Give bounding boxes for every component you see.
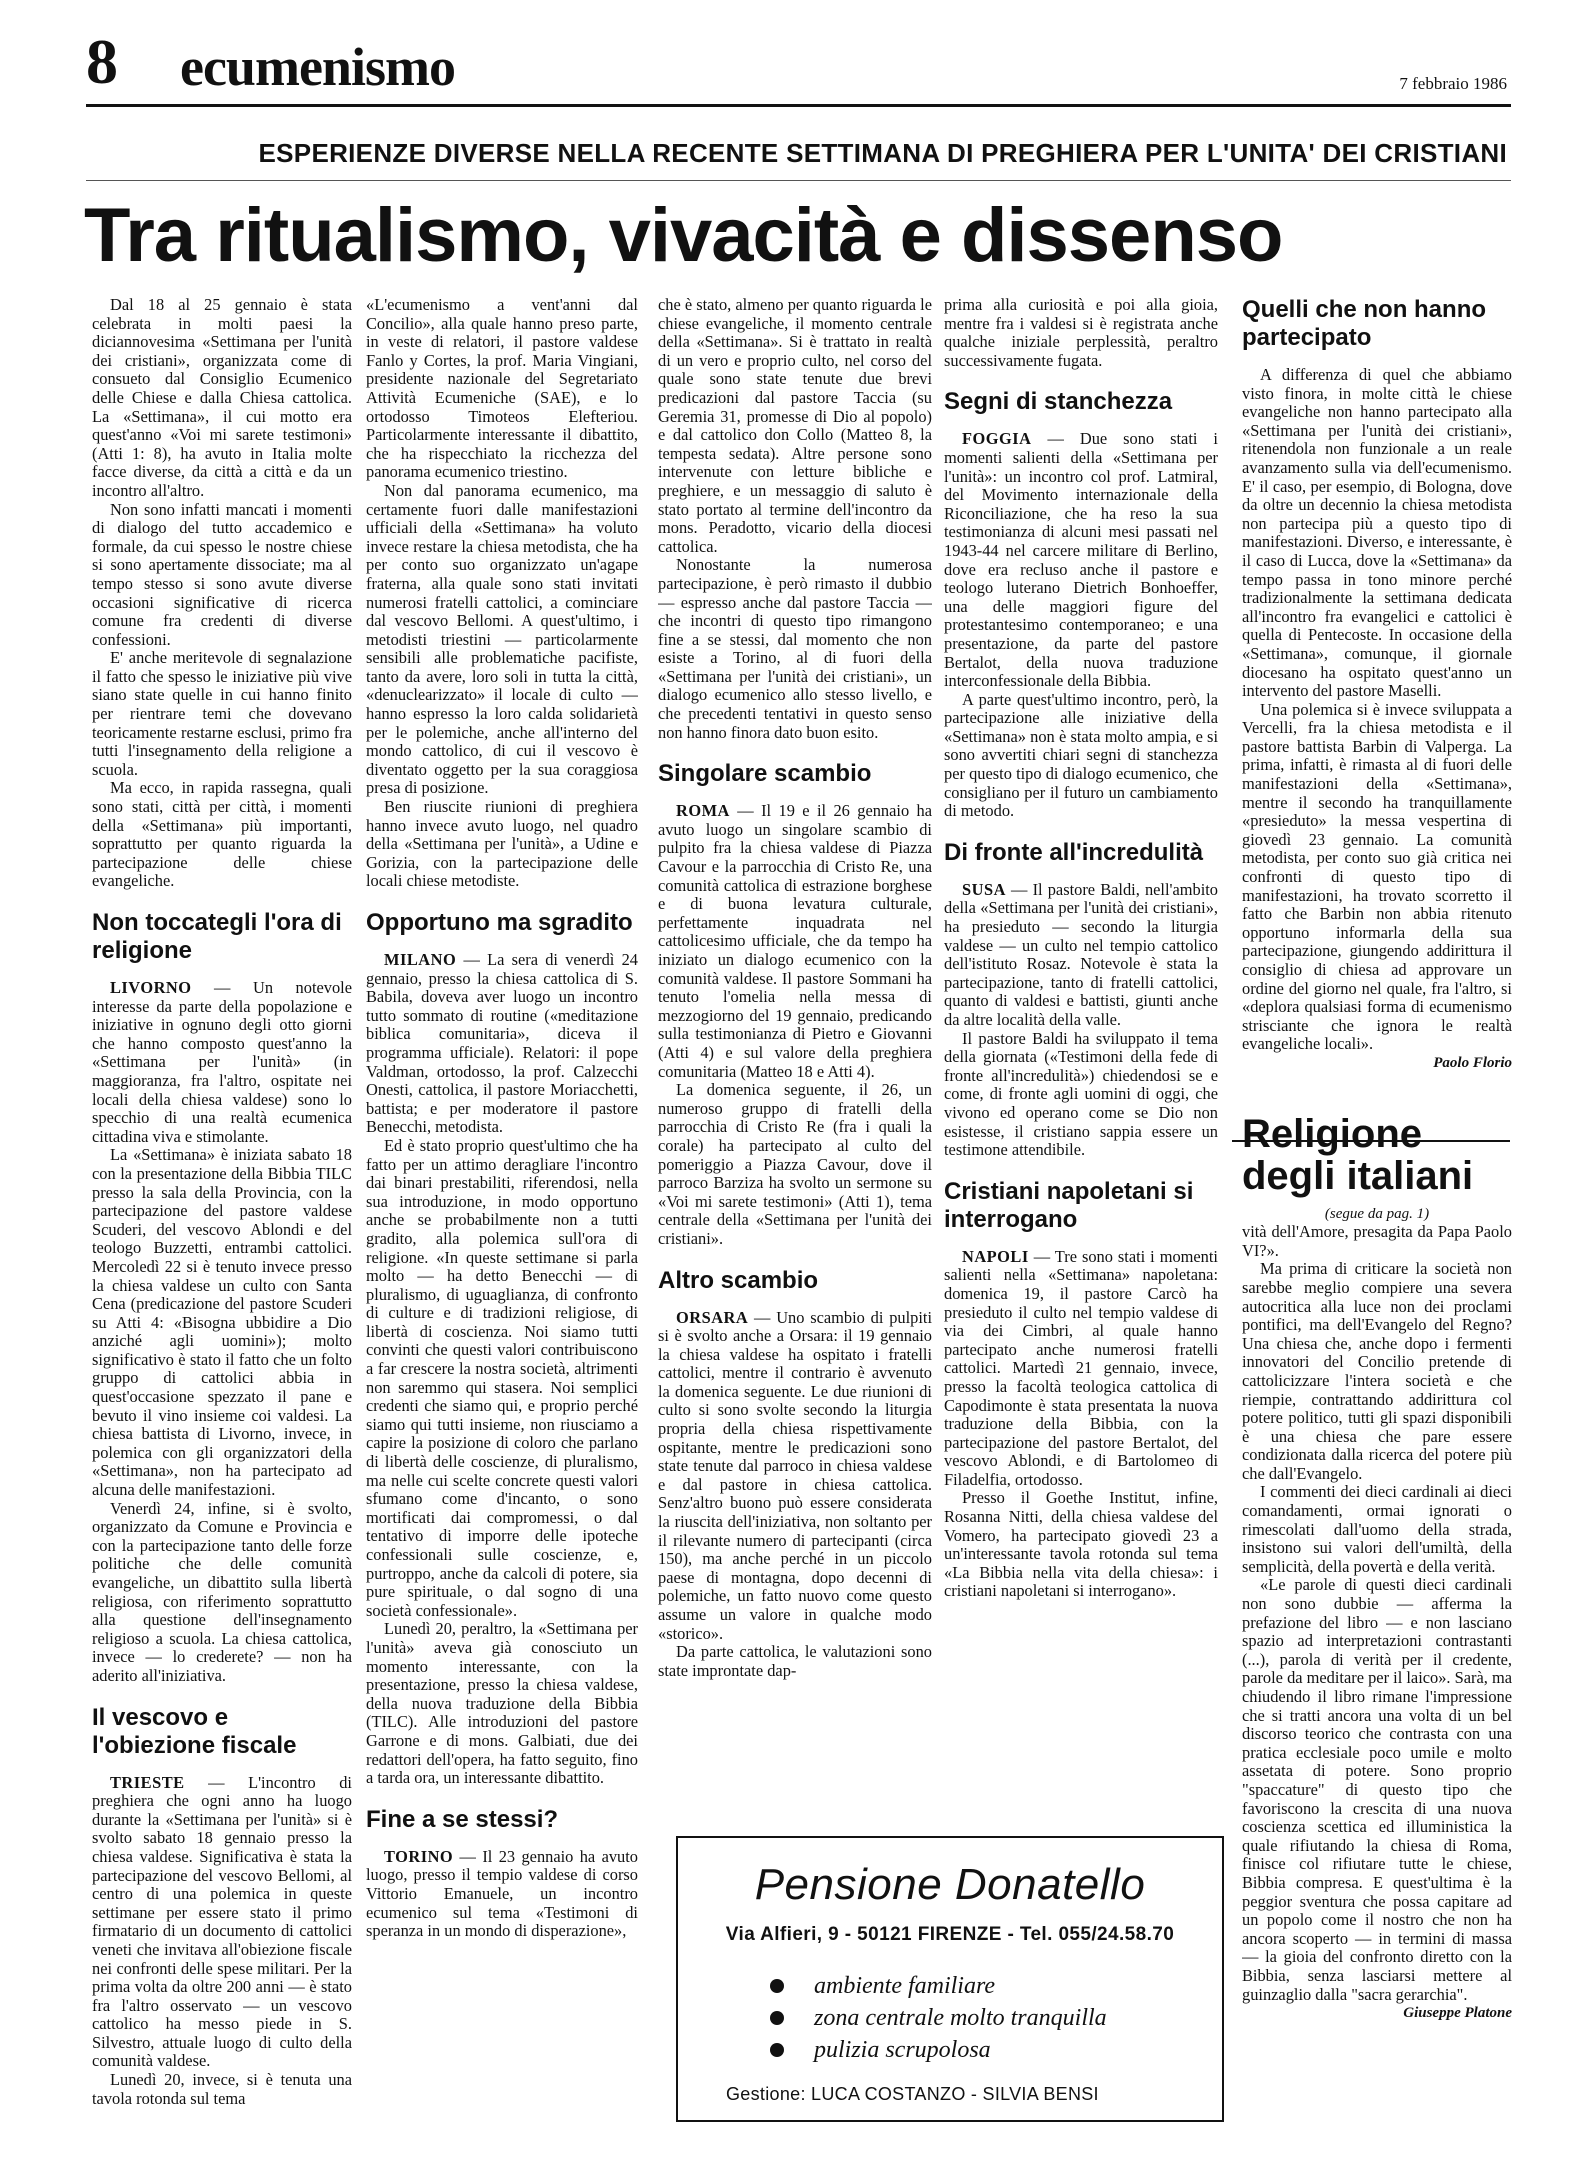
ad-feature: ambiente familiare bbox=[770, 1970, 1200, 2002]
bullet-icon bbox=[770, 2043, 784, 2057]
subheading: Quelli che non hanno partecipato bbox=[1242, 296, 1487, 351]
paragraph: ROMA — Il 19 e il 26 gennaio ha avuto luogo un singolare scambio di pulpito fra la chiesa valdese di Piazza Cavour e la parrocchia di Cristo Re, una comunità cattolica di estrazione borghese e di buona levatura culturale, perfettamente inquadrata nel cattolicesimo ufficiale, che da tempo ha iniziato un dialogo ecumenico con la comunità valdese. Il pastore Sommani ha tenuto l'omelia nella messa di mezzogiorno del 19 gennaio, predicando sulla testimonianza di Pietro e Giovanni (Atti 4) e sul valore della preghiera comunitaria (Matteo 18 e Atti 4). bbox=[658, 801, 932, 1081]
paragraph: Ma ecco, in rapida rassegna, quali sono stati, città per città, i momenti della «Settimana» più importanti, soprattutto per quanto riguarda la partecipazione delle chiese evangeliche. bbox=[92, 778, 352, 891]
paragraph: Ma prima di criticare la società non sarebbe meglio compiere una severa autocritica alla luce non dei proclami pontifici, ma dell'Evangelo del Regno? Una chiesa che, anche dopo i fermenti innovatori del Concilio pretende di cattolicizzare l'intera società e che riempie, contrattando addirittura col potere politico, tutti gli spazi disponibili è una chiesa che pare essere condizionata dalla ricerca del potere più che dall'Evangelo. bbox=[1242, 1259, 1512, 1483]
paragraph: che è stato, almeno per quanto riguarda le chiese evangeliche, il momento centrale della «Settimana». Si è trattato in realtà di un vero e proprio culto, nel corso del quale sono state tenute due brevi predicazioni dal pastore Taccia (su Geremia 31, promesse di Dio al popolo) e dal cattolico don Collo (Matteo 8, la tempesta sedata). Altre persone sono intervenute con letture bibliche e preghiere, e un messaggio di saluto è stato portato al termine dell'incontro da mons. Peradotto, vicario della diocesi cattolica. bbox=[658, 296, 932, 556]
paragraph: Lunedì 20, invece, si è tenuta una tavola rotonda sul tema bbox=[92, 2070, 352, 2108]
paragraph: FOGGIA — Due sono stati i momenti salienti della «Settimana per l'unità»: un incontro col prof. Latmiral, del Movimento internazionale della Riconciliazione, che ha reso la sua testimonianza di alcuni mesi passati nel 1943-44 nel carcere militare di Berlino, dove era recluso anche il pastore e teologo luterano Dietrich Bonhoeffer, una delle maggiori figure del protestantesimo contemporaneo; e una presentazione, da parte del pastore Bertalot, della nuova traduzione interconfessionale della Bibbia. bbox=[944, 429, 1218, 691]
dateline: ORSARA bbox=[676, 1307, 749, 1327]
subheading: Singolare scambio bbox=[658, 760, 872, 788]
paragraph: Da parte cattolica, le valutazioni sono state improntate dap- bbox=[658, 1642, 932, 1680]
paragraph: SUSA — Il pastore Baldi, nell'ambito della «Settimana per l'unità dei cristiani», ha presieduto — secondo la liturgia valdese — un culto nel tempio cattolico dell'istituto Rosaz. Notevole è stata la partecipazione, tanto di fratelli cattolici, quanto di valdesi e battisti, giunti anche da altre località della valle. bbox=[944, 879, 1218, 1029]
byline: Giuseppe Platone bbox=[1403, 2005, 1512, 2022]
paragraph: Il pastore Baldi ha sviluppato il tema della giornata («Testimoni della fede di fronte all'incredulità») chiedendosi se e come, di fronte agli uomini di oggi, che vivono ed operano come se Dio non esistesse, il cristiano sappia essere un testimone attendibile. bbox=[944, 1028, 1218, 1160]
kicker-rule bbox=[86, 180, 1511, 181]
bullet-icon bbox=[770, 1979, 784, 1993]
paragraph: I commenti dei dieci cardinali ai dieci comandamenti, ormai ignorati o rimescolati dall'uomo della strada, insistono sui valori dell'umiltà, della semplicità, della povertà e della verità. bbox=[1242, 1482, 1512, 1576]
paragraph: A differenza di quel che abbiamo visto finora, in molte città le chiese evangeliche non hanno partecipato alla «Settimana per l'unità dei cristiani», ritenendola non funzionale a un reale avanzamento sulla via dell'ecumenismo. E' il caso, per esempio, di Bologna, dove da oltre un decennio la chiesa metodista non partecipa più a questo tipo di manifestazioni. Diverso, e interessante, è il caso di Lucca, dove la «Settimana» da tempo passa in tono minore perché tradizionalmente la settimana dedicata all'incontro fra evangelici e cattolici è quella di Pentecoste. In occasione della «Settimana», comunque, il giornale diocesano ha ospitato quest'anno un intervento del pastore Maselli. bbox=[1242, 365, 1512, 701]
article-title: Religione degli italiani bbox=[1242, 1111, 1474, 1198]
paragraph: Lunedì 20, peraltro, la «Settimana per l'unità» aveva già conosciuto un momento interessante, con la presentazione, presso la chiesa valdese, della nuova traduzione della Bibbia (TILC). Alle introduzioni del pastore Garrone e di mons. Galbiati, due dei redattori dell'opera, ha fatto seguito, fino a tarda ora, un interessante dibattito. bbox=[366, 1619, 638, 1788]
paragraph: NAPOLI — Tre sono stati i momenti salienti nella «Settimana» napoletana: domenica 19, il pastore Carcò ha presieduto il culto nel tempio valdese di via dei Cimbri, al quale hanno partecipato anche numerosi fratelli cattolici. Martedì 21 gennaio, invece, presso la facoltà teologica cattolica di Capodimonte è stata presentata la nuova traduzione della Bibbia, con la partecipazione del pastore Bertalot, del vescovo Ablondi, e di Bartolomeo di Filadelfia, ortodosso. bbox=[944, 1246, 1218, 1489]
paragraph: Venerdì 24, infine, si è svolto, organizzato da Comune e Provincia e con la partecipazione tanto delle forze politiche che delle comunità evangeliche, un dibattito sulla libertà religiosa, con riferimento soprattutto alla questione dell'insegnamento religioso a scuola. La chiesa cattolica, invece — lo crederete? — non ha aderito all'iniziativa. bbox=[92, 1498, 352, 1685]
continuation-note: (segue da pag. 1) bbox=[1324, 1205, 1430, 1222]
ad-features bbox=[770, 1970, 1200, 2066]
advertisement bbox=[676, 1836, 1224, 2122]
paragraph: Presso il Goethe Institut, infine, Rosanna Nitti, della chiesa valdese del Vomero, ha partecipato giovedì 23 a un'interessante tavola rotonda sul tema «La Bibbia nella vita della chiesa»: i cristiani napoletani si interrogano». bbox=[944, 1488, 1218, 1601]
ad-management: Gestione: LUCA COSTANZO - SILVIA BENSI bbox=[726, 2084, 1099, 2104]
paragraph: A parte quest'ultimo incontro, però, la partecipazione alle iniziative della «Settimana» non è stata molto ampia, e si sono avvertiti chiari segni di stanchezza per questo tipo di dialogo ecumenico, che consigliano per il futuro un cambiamento di metodo. bbox=[944, 689, 1218, 821]
paragraph: ORSARA — Uno scambio di pulpiti si è svolto anche a Orsara: il 19 gennaio la chiesa valdese ha ospitato i fratelli cattolici, mentre il contrario è avvenuto la domenica seguente. Le due riunioni di culto si sono svolte secondo la liturgia propria della chiesa rispettivamente ospitante, mentre le predicazioni sono state tenute dal parroco in chiesa valdese e dal pastore in chiesa cattolica. Senz'altro buono può essere considerata la riuscita dell'iniziativa, non soltanto per il rilevante numero di partecipanti (circa 150), ma anche perché in un piccolo paese di montagna, dopo decenni di polemiche, un fatto nuovo come questo assume un valore in qualche modo «storico». bbox=[658, 1307, 932, 1643]
paragraph: Ed è stato proprio quest'ultimo che ha fatto per un attimo deragliare l'incontro dai binari prestabiliti, riferendosi, nella sua introduzione, in modo opportuno anche se probabilmente non a tutti gradito, alla polemica sull'ora di religione. «In queste settimane si parla molto — ha detto Benecchi — di pluralismo, di uguaglianza, di confronto di culture e di tradizioni religiose, di libertà di coscienza. Noi siamo tutti convinti che questi valori contribuiscono a far crescere la nostra società, altrimenti non saremmo qui stasera. Noi semplici credenti che siamo qui, e proprio perché siamo qui tutti insieme, non riusciamo a capire la posizione di coloro che parlano di libertà delle coscienze, di pluralismo, ma nelle cui scelte concrete questi valori sfumano come d'incanto, o sono mortificati dai compromessi, o dal tentativo di imporre delle ipoteche confessionali sulle coscienze, e, purtroppo, anche da calcoli di potere, sia pure spirituale, o dal sogno di una società confessionale». bbox=[366, 1135, 638, 1620]
paragraph: Ben riuscite riunioni di preghiera hanno invece avuto luogo, nel quadro della «Settimana per l'unità», a Udine e Gorizia, con la partecipazione delle locali chiese metodiste. bbox=[366, 797, 638, 891]
dateline: TRIESTE bbox=[110, 1772, 185, 1792]
paragraph: Dal 18 al 25 gennaio è stata celebrata in molti paesi la diciannovesima «Settimana per l'unità dei cristiani», organizzata come di consueto dal Consiglio Ecumenico delle Chiese e dalla Chiesa cattolica. La «Settimana», il cui motto era quest'anno «Voi mi sarete testimoni» (Atti 1: 8), ha avuto in Italia molte facce diverse, da città a città e da un incontro all'altro. bbox=[92, 296, 352, 500]
subheading: Il vescovo e l'obiezione fiscale bbox=[92, 1703, 297, 1759]
page-number: 8 bbox=[86, 26, 118, 97]
paragraph: «Le parole di questi dieci cardinali non sono dubbie — afferma la prefazione del libro — e non lasciano spazio ad interpretazioni contrastanti (...), parola di verità per il credente, parole da meditare per il laico». Sarà, ma chiudendo il libro rimane l'impressione che si tratti ancora una volta di un bel discorso teorico che contrasta con una pratica ecclesiale poco umile e molto assetata di potere. Sono proprio "spaccature" di questo tipo che favoriscono la crescita di una nuova coscienza scettica ed illuministica la quale rifiutando la chiesa di Roma, finisce col rifiutare tutte le chiese, Bibbia compresa. E quest'ultima è la peggior sventura che possa capitare ad un popolo come il nostro che non ha ancora scoperto — in termini di massa — la gioia del confronto diretto con la Bibbia, senza lasciarsi mettere al guinzaglio dalla "sacra gerarchia". bbox=[1242, 1575, 1512, 2004]
paragraph: MILANO — La sera di venerdì 24 gennaio, presso la chiesa cattolica di S. Babila, doveva aver luogo un incontro tutto sommato di routine («meditazione biblica comunitaria», diceva il programma ufficiale). Relatori: il pope Valdman, ortodosso, la prof. Calzecchi Onesti, cattolica, il pastore Moriacchetti, battista; e per moderatore il pastore Benecchi, metodista. bbox=[366, 950, 638, 1137]
dateline: LIVORNO bbox=[110, 978, 192, 997]
paragraph: Una polemica si è invece sviluppata a Vercelli, fra la chiesa metodista e il pastore battista Barbin di Valperga. La prima, infatti, è rimasta al di fuori delle manifestazioni della «Settimana», mentre il secondo ha tranquillamente «presieduto» la messa vespertina di giovedì 23 gennaio. La comunità metodista, per conto suo già critica nei confronti di questo tipo di manifestazioni, ha trovato scorretto il fatto che Barbin non abbia ritenuto opportuno informarla della sua partecipazione, giungendo addirittura il consiglio di chiesa ad approvare un ordine del giorno nel quale, fra l'altro, si «deplora qualsiasi forma di ecumenismo strisciante che ignora le realtà evangeliche locali». bbox=[1242, 699, 1512, 1054]
section-title: ecumenismo bbox=[180, 37, 455, 97]
subheading: Di fronte all'incredulità bbox=[944, 838, 1204, 866]
headline: Tra ritualismo, vivacità e dissenso bbox=[84, 193, 1283, 278]
paragraph: La «Settimana» è iniziata sabato 18 con la presentazione della Bibbia TILC presso la sala della Provincia, con la partecipazione del pastore valdese Scuderi, del vescovo Ablondi e del teologo Buzzetti, entrambi cattolici. Mercoledì 22 si è tenuto invece presso la chiesa valdese un culto con Santa Cena (predicazione del pastore Scuderi su Atti 4: «Bisogna ubbidire a Dio anziché agli uomini»); molto significativo è stato il fatto che un folto gruppo di cattolici abbia in quest'occasione spezzato il pane e bevuto il vino insieme coi valdesi. La chiesa battista di Livorno, invece, in polemica con gli organizzatori della «Settimana», non ha partecipato ad alcuna delle manifestazioni. bbox=[92, 1145, 352, 1500]
byline: Paolo Florio bbox=[1433, 1054, 1512, 1071]
paragraph: LIVORNO — Un notevole interesse da parte della popolazione e iniziative in ognuno degli otto giorni che hanno composto quest'anno la «Settimana per l'unità» (in maggioranza, fra l'altro, ospitate nei locali della chiesa valdese) sono lo specchio di una realtà ecumenica cittadina viva e stimolante. bbox=[92, 978, 352, 1146]
dateline: SUSA bbox=[962, 879, 1006, 899]
paragraph: TRIESTE — L'incontro di preghiera che ogni anno ha luogo durante la «Settimana per l'unità» si è svolto sabato 18 gennaio presso la chiesa valdese. Significativa è stata la partecipazione del vescovo Bellomi, al centro di una polemica in queste settimane per essere stato il primo firmatario di un documento di cattolici veneti che invitava all'obiezione fiscale nei confronti delle spese militari. Per la prima volta da oltre 200 anni — è stato fra l'altro osservato — un vescovo cattolico ha messo piede in S. Silvestro, attuale luogo di culto della comunità valdese. bbox=[92, 1772, 352, 2071]
ad-feature: pulizia scrupolosa bbox=[770, 2034, 1200, 2066]
paragraph: vità dell'Amore, presagita da Papa Paolo VI?». bbox=[1242, 1222, 1512, 1260]
kicker: ESPERIENZE DIVERSE NELLA RECENTE SETTIMANA DI PREGHIERA PER L'UNITA' DEI CRISTIANI bbox=[258, 138, 1507, 168]
paragraph: Nonostante la numerosa partecipazione, è però rimasto il dubbio — espresso anche dal pastore Taccia — che incontri di questo tipo rimangono fine a se stessi, dal momento che non esiste a Torino, al di fuori della «Settimana per l'unità dei cristiani», un dialogo ecumenico allo stesso livello, e che precedenti tentativi in questo senso non hanno finora dato buon esito. bbox=[658, 555, 932, 742]
subheading: Non toccategli l'ora di religione bbox=[92, 909, 342, 964]
column-4 bbox=[944, 296, 1218, 1816]
header-rule bbox=[86, 104, 1511, 107]
bullet-icon bbox=[770, 2011, 784, 2025]
dateline: FOGGIA bbox=[962, 429, 1032, 449]
dateline: ROMA bbox=[676, 801, 730, 821]
column-3 bbox=[658, 296, 932, 1816]
dateline: NAPOLI bbox=[962, 1246, 1029, 1266]
paragraph: Non dal panorama ecumenico, ma certamente fuori dalle manifestazioni ufficiali della «Settimana» ha voluto invece restare la chiesa metodista, che ha per conto suo organizzato un'agape fraterna, alla quale sono stati invitati numerosi fratelli cattolici, a cominciare dal vescovo Bellomi. A quest'ultimo, i metodisti triestini — particolarmente sensibili alle problematiche pacifiste, tanto da avere, loro soli in tutta la città, «denuclearizzato» il locale di culto — hanno espresso la loro calda solidarietà per le polemiche, anche all'interno del mondo cattolico, di cui il vescovo è diventato oggetto per la sua coraggiosa presa di posizione. bbox=[366, 480, 638, 798]
column-5 bbox=[1242, 296, 1512, 2136]
paragraph: Non sono infatti mancati i momenti di dialogo del tutto accademico e formale, da cui spesso le nostre chiese si sono apertamente dissociate; ma al tempo stesso si sono avute diverse occasioni significative di ricerca comune fra credenti di diverse confessioni. bbox=[92, 499, 352, 649]
dateline: TORINO bbox=[384, 1846, 454, 1866]
paragraph: E' anche meritevole di segnalazione il fatto che spesso le iniziative più vive siano state quelle in cui hanno finito per rientrare temi che dovevano teoricamente restarne esclusi, primo fra tutti l'insegnamento della religione a scuola. bbox=[92, 648, 352, 779]
column-2 bbox=[366, 296, 638, 2136]
ad-address: Via Alfieri, 9 - 50121 FIRENZE - Tel. 055/24.58.70 bbox=[725, 1924, 1175, 1945]
subheading: Cristiani napoletani si interrogano bbox=[944, 1177, 1194, 1233]
article-separator bbox=[1232, 1140, 1510, 1142]
paragraph: «L'ecumenismo a vent'anni dal Concilio», alla quale hanno preso parte, in veste di relatori, il pastore valdese Fanlo y Cortes, la prof. Maria Vingiani, presidente nazionale del Segretariato Attività Ecumeniche (SAE), e lo ortodosso Timoteos Elefteriou. Particolarmente interessante il dibattito, che ha rispecchiato la ricchezza del panorama ecumenico triestino. bbox=[366, 296, 638, 482]
ad-business-name: Pensione Donatello bbox=[754, 1860, 1146, 1909]
dateline: MILANO bbox=[384, 950, 457, 969]
paragraph: La domenica seguente, il 26, un numeroso gruppo di fratelli della parrocchia di Cristo Re (fra i quali la corale) ha partecipato al culto del pomeriggio a Piazza Cavour, dove il parroco Barziza ha svolto un sermone su «Voi mi sarete testimoni» (Atti 1), tema centrale della «Settimana per l'unità dei cristiani». bbox=[658, 1080, 932, 1248]
subheading: Fine a se stessi? bbox=[366, 1805, 559, 1833]
paragraph: TORINO — Il 23 gennaio ha avuto luogo, presso il tempio valdese di corso Vittorio Emanuele, un incontro ecumenico sul tema «Testimoni di speranza in un mondo di disperazione», bbox=[366, 1846, 638, 1941]
ad-feature: zona centrale molto tranquilla bbox=[770, 2002, 1200, 2034]
issue-date: 7 febbraio 1986 bbox=[1399, 74, 1507, 93]
subheading: Opportuno ma sgradito bbox=[366, 909, 633, 936]
column-1 bbox=[92, 296, 352, 2136]
subheading: Altro scambio bbox=[658, 1266, 819, 1294]
subheading: Segni di stanchezza bbox=[944, 388, 1173, 416]
paragraph: prima alla curiosità e poi alla gioia, mentre fra i valdesi si è registrata anche qualche iniziale perplessità, peraltro successivamente fugata. bbox=[944, 296, 1218, 370]
